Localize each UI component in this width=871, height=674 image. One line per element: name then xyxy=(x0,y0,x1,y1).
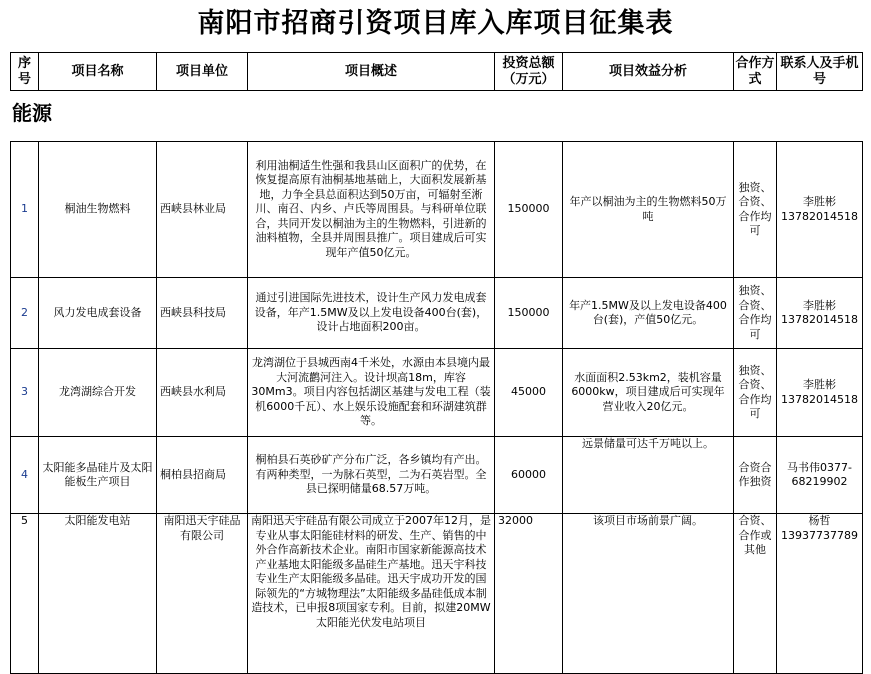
project-unit: 南阳迅天宇硅品有限公司 xyxy=(157,514,248,674)
table-row xyxy=(11,142,863,278)
contact xyxy=(777,278,863,349)
row-number: 5 xyxy=(11,514,39,674)
contact xyxy=(777,142,863,278)
table-row xyxy=(11,278,863,349)
header-table xyxy=(10,52,863,91)
page-title: 南阳市招商引资项目库入库项目征集表 xyxy=(197,8,674,39)
contact-phone: 68219902 xyxy=(791,475,848,488)
project-unit: 西峡县水利局 xyxy=(157,349,248,437)
project-summary: 南阳迅天宇硅品有限公司成立于2007年12月，是专业从事太阳能硅材料的研发、生产、销售的中外合作高新技术企业。南阳市国家新能源高技术产业基地太阳能级多晶硅生产基地。迅天宇科技专业生产太阳能级多晶硅。迅天宇成功开发的国际领先的“方城物理法”太阳能级多晶硅低成本制造技术，已申报8项国家专利。目前，拟建20MW太阳能光伏发电站项目 xyxy=(248,514,495,674)
project-summary: 龙湾湖位于县城西南4千米处，水源由本县境内最大河流鹳河注入。设计坝高18m，库容30Mm3。项目内容包括湖区基建与发电工程（装机6000千瓦）、水上娱乐设施配套和环湖建筑群等。 xyxy=(248,349,495,437)
contact-name: 李胜彬 xyxy=(803,378,836,391)
row-number: 4 xyxy=(11,437,39,514)
project-name: 桐油生物燃料 xyxy=(39,142,157,278)
coop-mode: 合资合作独资 xyxy=(734,437,777,514)
row-number: 1 xyxy=(11,142,39,278)
benefit-analysis: 该项目市场前景广阔。 xyxy=(563,514,734,674)
contact-phone: 13782014518 xyxy=(781,209,858,223)
benefit-analysis: 年产1.5MW及以上发电设备400台(套)，产值50亿元。 xyxy=(563,278,734,349)
col-header-contact: 联系人及手机号 xyxy=(777,53,863,91)
project-summary: 桐柏县石英砂矿产分布广泛，各乡镇均有产出。有两种类型，一为脉石英型，二为石英岩型。全县已探明储量68.57万吨。 xyxy=(248,437,495,514)
benefit-analysis: 水面面积2.53km2，装机容量6000kw，项目建成后可实现年营业收入20亿元。 xyxy=(563,349,734,437)
contact-name: 杨哲 xyxy=(808,514,831,527)
invest-amount: 150000 xyxy=(495,142,563,278)
invest-amount: 45000 xyxy=(495,349,563,437)
col-header-mode: 合作方式 xyxy=(734,53,777,91)
section-title: 能源 xyxy=(12,101,52,125)
contact xyxy=(777,349,863,437)
project-name: 龙湾湖综合开发 xyxy=(39,349,157,437)
col-header-summary: 项目概述 xyxy=(248,53,495,91)
col-header-name: 项目名称 xyxy=(39,53,157,91)
project-name: 风力发电成套设备 xyxy=(39,278,157,349)
project-unit: 桐柏县招商局 xyxy=(157,437,248,514)
invest-amount: 32000 xyxy=(495,514,563,674)
col-header-invest: 投资总额（万元） xyxy=(495,53,563,91)
project-table xyxy=(10,141,863,674)
benefit-analysis: 年产以桐油为主的生物燃料50万吨 xyxy=(563,142,734,278)
coop-mode: 独资、合资、合作均可 xyxy=(734,349,777,437)
project-unit: 西峡县林业局 xyxy=(157,142,248,278)
contact-phone: 13782014518 xyxy=(781,313,858,326)
col-header-unit: 项目单位 xyxy=(157,53,248,91)
coop-mode: 独资、合资、合作均可 xyxy=(734,278,777,349)
coop-mode: 合资、合作或其他 xyxy=(734,514,777,674)
project-summary: 通过引进国际先进技术，设计生产风力发电成套设备，年产1.5MW及以上发电设备400台(套)，设计占地面积200亩。 xyxy=(248,278,495,349)
header-row xyxy=(11,53,863,91)
contact-phone: 13782014518 xyxy=(781,392,858,406)
contact-phone: 13937737789 xyxy=(781,528,858,542)
table-row xyxy=(11,437,863,514)
invest-amount: 60000 xyxy=(495,437,563,514)
row-number: 2 xyxy=(11,278,39,349)
row-number: 3 xyxy=(11,349,39,437)
contact-name: 李胜彬 xyxy=(803,298,836,312)
coop-mode: 独资、合资、合作均可 xyxy=(734,142,777,278)
project-name: 太阳能发电站 xyxy=(39,514,157,674)
col-header-no: 序号 xyxy=(11,53,39,91)
col-header-benefit: 项目效益分析 xyxy=(563,53,734,91)
benefit-analysis: 远景储量可达千万吨以上。 xyxy=(563,437,734,514)
project-name: 太阳能多晶硅片及太阳能板生产项目 xyxy=(39,437,157,514)
project-unit: 西峡县科技局 xyxy=(157,278,248,349)
contact xyxy=(777,437,863,514)
table-row xyxy=(11,514,863,674)
project-summary: 利用油桐适生性强和我县山区面积广的优势，在恢复提高原有油桐基地基础上，大面积发展新基地，力争全县总面积达到50万亩，可辐射至淅川、南召、内乡、卢氏等周围县。与科研单位联合，共同开发以桐油为主的生物燃料，引进新的油料植物，全县并周围县推广。项目建成后可实现年产值50亿元。 xyxy=(248,142,495,278)
contact xyxy=(777,514,863,674)
contact-name: 马书伟0377- xyxy=(787,460,852,474)
table-row xyxy=(11,349,863,437)
invest-amount: 150000 xyxy=(495,278,563,349)
contact-name: 李胜彬 xyxy=(803,195,836,208)
